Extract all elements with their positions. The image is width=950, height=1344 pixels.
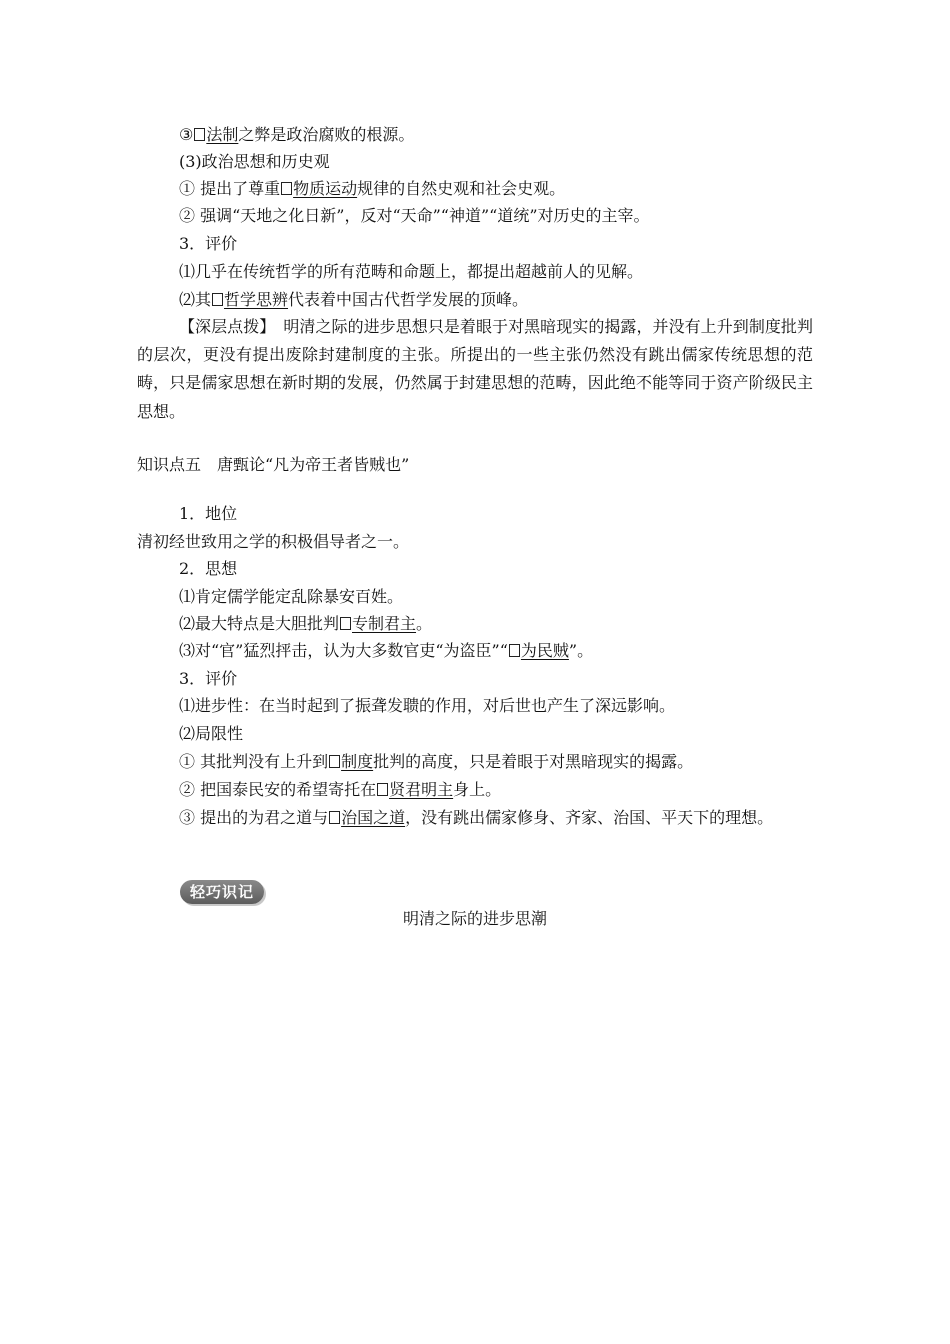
line-prefix: ② 把国泰民安的希望寄托在	[179, 780, 377, 799]
text-line: ⑴几乎在传统哲学的所有范畴和命题上，都提出超越前人的见解。	[179, 262, 644, 281]
line-rest: 身上。	[453, 780, 502, 799]
subheading: 3．评价	[179, 669, 238, 688]
text-line	[179, 179, 565, 199]
key-term: 物质运动	[293, 179, 358, 198]
subheading: 3．评价	[179, 234, 238, 253]
blank-box-icon	[281, 182, 292, 195]
subheading: ⑵局限性	[179, 724, 244, 743]
line-rest: ”。	[568, 641, 594, 660]
section-title: 知识点五 唐甄论“凡为帝王者皆贼也”	[137, 455, 410, 474]
deep-point-paragraph	[137, 313, 813, 426]
line-rest: 批判的高度，只是着眼于对黑暗现实的揭露。	[373, 752, 694, 771]
line-rest: ，没有跳出儒家修身、齐家、治国、平天下的理想。	[405, 808, 774, 827]
key-term: 治国之道	[341, 808, 406, 827]
text-line: ⑴肯定儒学能定乱除暴安百姓。	[179, 587, 404, 606]
text-line: ⑴进步性：在当时起到了振聋发聩的作用，对后世也产生了深远影响。	[179, 696, 676, 715]
text-line	[179, 290, 528, 310]
blank-box-icon	[212, 293, 223, 306]
line-rest: 代表着中国古代哲学发展的顶峰。	[288, 290, 529, 309]
line-rest: 。	[416, 614, 433, 633]
blank-box-icon	[340, 617, 351, 630]
blank-box-icon	[377, 783, 388, 796]
line-rest: 之弊是政治腐败的根源。	[238, 125, 415, 144]
memory-tip-badge: 轻巧识记	[180, 880, 264, 904]
text-line	[179, 125, 414, 145]
key-term: 制度	[341, 752, 374, 771]
summary-title: 明清之际的进步思潮	[402, 909, 547, 928]
blank-box-icon	[329, 755, 340, 768]
text-line	[179, 752, 693, 772]
deep-point-label: 【深层点拨】	[179, 317, 268, 336]
line-prefix: ⑵最大特点是大胆批判	[179, 614, 340, 633]
text-line: ② 强调“天地之化日新”，反对“天命”“神道”“道统”对历史的主宰。	[179, 206, 650, 225]
blank-box-icon	[329, 811, 340, 824]
line-prefix: ① 其批判没有上升到	[179, 752, 329, 771]
blank-box-icon	[194, 128, 205, 141]
key-term: 为民贼	[520, 641, 569, 660]
text-line	[179, 614, 432, 634]
subheading: 2．思想	[179, 559, 238, 578]
subheading: (3)政治思想和历史观	[179, 152, 330, 171]
line-prefix: ⑵其	[179, 290, 212, 309]
text-line	[179, 780, 501, 800]
line-prefix: ③	[179, 125, 194, 144]
text-line	[179, 808, 773, 828]
line-prefix: ③ 提出的为君之道与	[179, 808, 329, 827]
text-line	[179, 641, 593, 661]
text-line: 清初经世致用之学的积极倡导者之一。	[137, 532, 410, 551]
key-term: 贤君明主	[389, 780, 454, 799]
key-term: 法制	[206, 125, 239, 144]
key-term: 哲学思辨	[224, 290, 289, 309]
blank-box-icon	[509, 644, 520, 657]
line-rest: 规律的自然史观和社会史观。	[357, 179, 566, 198]
subheading: 1．地位	[179, 504, 238, 523]
deep-point-text: 明清之际的进步思想只是着眼于对黑暗现实的揭露，并没有上升到制度批判的层次，更没有提出废除封建制度的主张。所提出的一些主张仍然没有跳出儒家传统思想的范畴，只是儒家思想在新时期的发展，仍然属于封建思想的范畴，因此绝不能等同于资产阶级民主思想。	[137, 317, 813, 421]
line-prefix: ① 提出了尊重	[179, 179, 281, 198]
line-prefix: ⑶对“官”猛烈抨击，认为大多数官吏“为盗臣”“	[179, 641, 508, 660]
key-term: 专制君主	[352, 614, 417, 633]
